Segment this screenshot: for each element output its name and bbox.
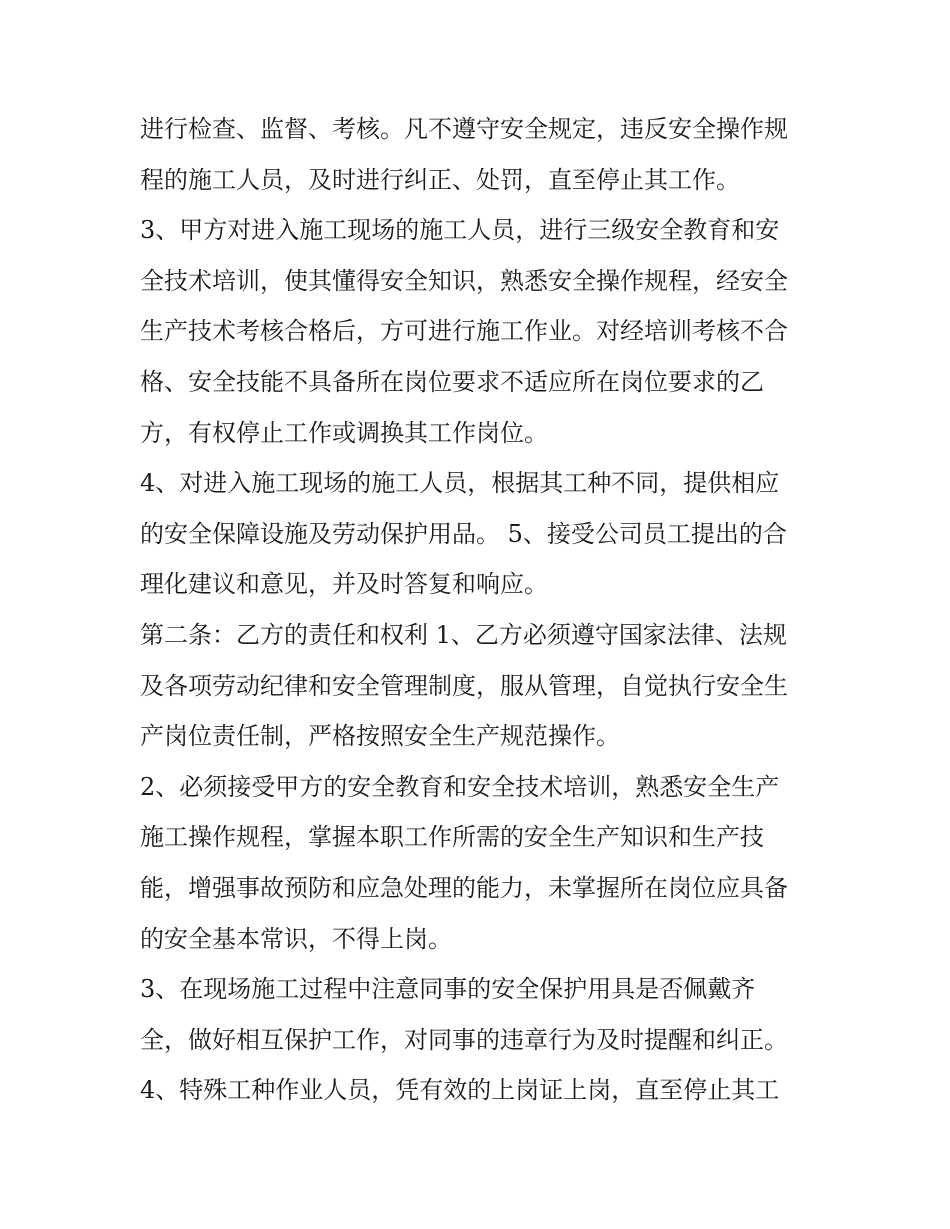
text-line: 第二条：乙方的责任和权利 1、乙方必须遵守国家法律、法规 [140, 620, 787, 649]
text-line: 进行检查、监督、考核。凡不遵守安全规定，违反安全操作规 [140, 115, 788, 143]
text-line: 生产技术考核合格后，方可进行施工作业。对经培训考核不合 [140, 317, 788, 346]
text-line: 全，做好相互保护工作，对同事的违章行为及时提醒和纠正。 [140, 1025, 788, 1054]
text-line: 程的施工人员，及时进行纠正、处罚，直至停止其工作。 [140, 165, 740, 194]
text-line: 3、在现场施工过程中注意同事的安全保护用具是否佩戴齐 [140, 975, 756, 1004]
text-line: 格、安全技能不具备所在岗位要求不适应所在岗位要求的乙 [140, 367, 764, 396]
text-line: 3、甲方对进入施工现场的施工人员，进行三级安全教育和安 [140, 216, 780, 245]
text-line: 施工操作规程，掌握本职工作所需的安全生产知识和生产技 [140, 823, 764, 852]
text-line: 产岗位责任制，严格按照安全生产规范操作。 [140, 722, 620, 751]
text-line: 4、对进入施工现场的施工人员，根据其工种不同，提供相应 [140, 469, 780, 498]
text-line: 4、特殊工种作业人员，凭有效的上岗证上岗，直至停止其工 [140, 1076, 780, 1105]
text-line: 能，增强事故预防和应急处理的能力，未掌握所在岗位应具备 [140, 873, 788, 902]
text-line: 理化建议和意见，并及时答复和响应。 [140, 570, 548, 599]
document-body [140, 104, 840, 1116]
text-line: 的安全保障设施及劳动保护用品。 5、接受公司员工提出的合 [140, 519, 787, 548]
text-line: 方，有权停止工作或调换其工作岗位。 [140, 418, 548, 447]
text-line: 的安全基本常识，不得上岗。 [140, 924, 452, 953]
text-line: 及各项劳动纪律和安全管理制度，服从管理，自觉执行安全生 [140, 671, 788, 700]
text-line: 2、必须接受甲方的安全教育和安全技术培训，熟悉安全生产 [140, 772, 780, 801]
text-line: 全技术培训，使其懂得安全知识，熟悉安全操作规程，经安全 [140, 266, 788, 295]
